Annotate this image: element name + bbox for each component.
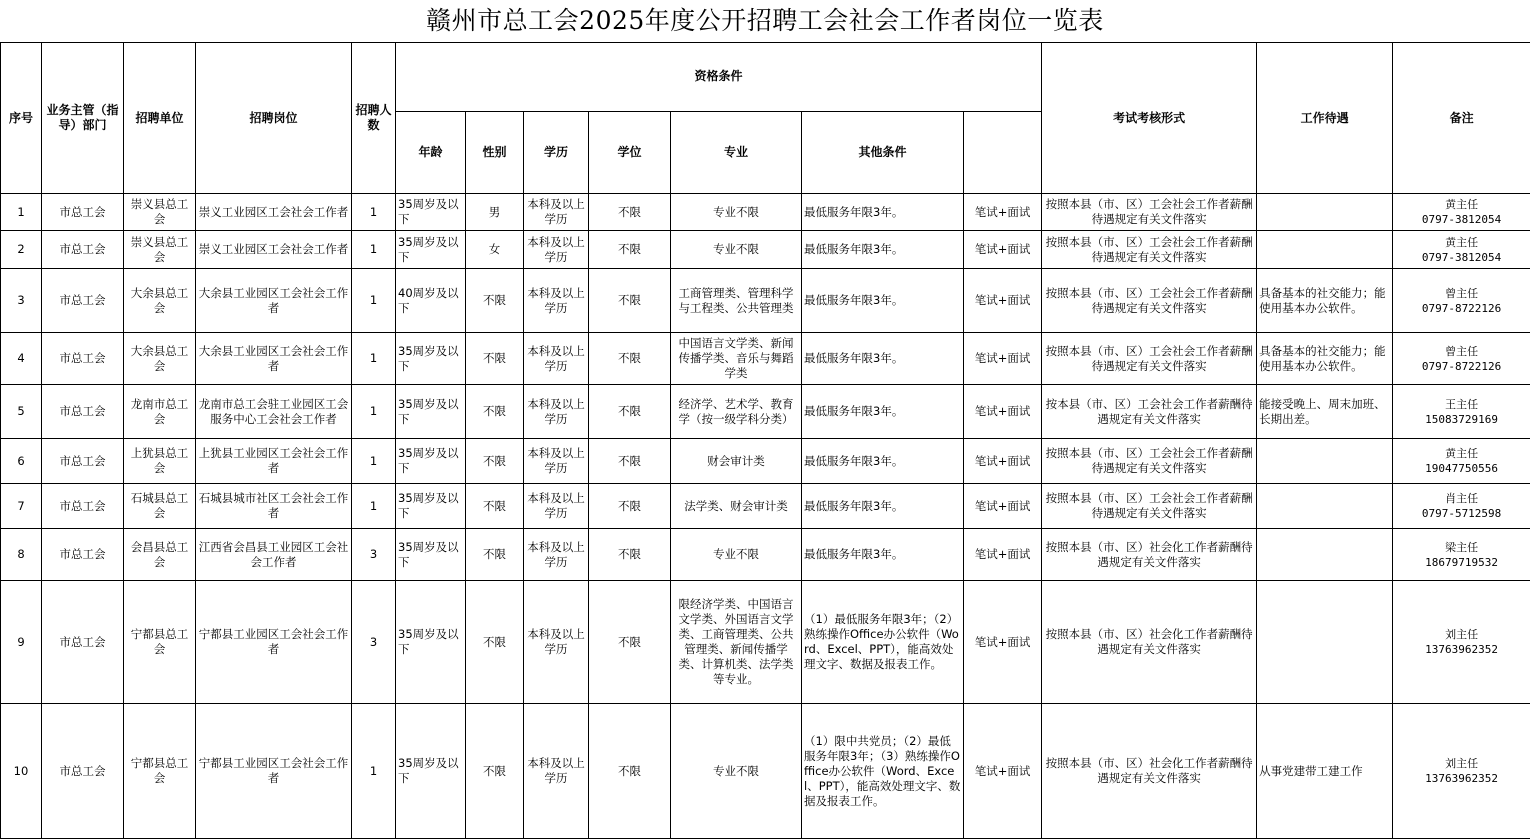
cell-seq: 3 — [1, 269, 42, 333]
cell-contact — [1393, 194, 1530, 231]
contact-phone: 0797-3812054 — [1395, 212, 1528, 227]
cell-note — [1257, 439, 1393, 484]
contact-name: 王主任 — [1395, 397, 1528, 412]
contact-name: 刘主任 — [1395, 756, 1528, 771]
contact-name: 刘主任 — [1395, 627, 1528, 642]
table-row — [1, 269, 1530, 333]
cell-gender: 不限 — [466, 333, 524, 385]
contact-name: 曾主任 — [1395, 286, 1528, 301]
cell-seq: 7 — [1, 484, 42, 529]
cell-pay: 按照本县（市、区）工会社会工作者薪酬待遇规定有关文件落实 — [1042, 269, 1257, 333]
cell-unit: 会昌县总工会 — [124, 529, 196, 581]
cell-exam: 笔试+面试 — [964, 439, 1042, 484]
cell-gender: 不限 — [466, 484, 524, 529]
cell-gender: 不限 — [466, 529, 524, 581]
cell-pay: 按本县（市、区）工会社会工作者薪酬待遇规定有关文件落实 — [1042, 385, 1257, 439]
cell-gender: 不限 — [466, 581, 524, 704]
cell-major: 法学类、财会审计类 — [671, 484, 802, 529]
table-row — [1, 333, 1530, 385]
cell-other: 最低服务年限3年。 — [802, 529, 964, 581]
page-title: 赣州市总工会2025年度公开招聘工会社会工作者岗位一览表 — [0, 0, 1530, 42]
cell-edu: 本科及以上学历 — [524, 333, 589, 385]
table-row — [1, 704, 1530, 839]
cell-pay: 按照本县（市、区）社会化工作者薪酬待遇规定有关文件落实 — [1042, 581, 1257, 704]
contact-name: 黄主任 — [1395, 446, 1528, 461]
cell-major: 中国语言文学类、新闻传播学类、音乐与舞蹈学类 — [671, 333, 802, 385]
cell-major: 专业不限 — [671, 704, 802, 839]
cell-degree: 不限 — [589, 269, 671, 333]
cell-count: 1 — [352, 194, 396, 231]
contact-name: 黄主任 — [1395, 197, 1528, 212]
cell-exam: 笔试+面试 — [964, 704, 1042, 839]
cell-degree: 不限 — [589, 581, 671, 704]
header-note: 备注 — [1393, 43, 1530, 194]
cell-dept: 市总工会 — [42, 333, 124, 385]
cell-count: 1 — [352, 269, 396, 333]
cell-gender: 不限 — [466, 439, 524, 484]
cell-seq: 5 — [1, 385, 42, 439]
cell-post: 大余县工业园区工会社会工作者 — [196, 333, 352, 385]
contact-phone: 0797-8722126 — [1395, 301, 1528, 316]
header-edu: 学历 — [524, 111, 589, 193]
header-exam: 考试考核形式 — [1042, 43, 1257, 194]
cell-post: 大余县工业园区工会社会工作者 — [196, 269, 352, 333]
contact-phone: 0797-3812054 — [1395, 250, 1528, 265]
cell-degree: 不限 — [589, 439, 671, 484]
cell-note: 具备基本的社交能力；能使用基本办公软件。 — [1257, 269, 1393, 333]
cell-dept: 市总工会 — [42, 439, 124, 484]
cell-post: 江西省会昌县工业园区工会社会工作者 — [196, 529, 352, 581]
cell-major: 工商管理类、管理科学与工程类、公共管理类 — [671, 269, 802, 333]
cell-major: 专业不限 — [671, 529, 802, 581]
contact-phone: 13763962352 — [1395, 642, 1528, 657]
cell-unit: 宁都县总工会 — [124, 581, 196, 704]
cell-contact — [1393, 581, 1530, 704]
cell-degree: 不限 — [589, 704, 671, 839]
cell-edu: 本科及以上学历 — [524, 581, 589, 704]
header-age: 年龄 — [396, 111, 466, 193]
contact-name: 黄主任 — [1395, 235, 1528, 250]
cell-age: 35周岁及以下 — [396, 529, 466, 581]
cell-major: 专业不限 — [671, 231, 802, 269]
header-seq: 序号 — [1, 43, 42, 194]
table-row — [1, 439, 1530, 484]
cell-exam: 笔试+面试 — [964, 269, 1042, 333]
cell-dept: 市总工会 — [42, 194, 124, 231]
cell-edu: 本科及以上学历 — [524, 385, 589, 439]
cell-degree: 不限 — [589, 194, 671, 231]
cell-other: 最低服务年限3年。 — [802, 333, 964, 385]
contact-phone: 0797-8722126 — [1395, 359, 1528, 374]
cell-degree: 不限 — [589, 484, 671, 529]
cell-major: 财会审计类 — [671, 439, 802, 484]
cell-other: 最低服务年限3年。 — [802, 269, 964, 333]
table-row — [1, 385, 1530, 439]
cell-unit: 宁都县总工会 — [124, 704, 196, 839]
header-dept: 业务主管（指导）部门 — [42, 43, 124, 194]
cell-pay: 按照本县（市、区）工会社会工作者薪酬待遇规定有关文件落实 — [1042, 231, 1257, 269]
cell-age: 35周岁及以下 — [396, 385, 466, 439]
cell-exam: 笔试+面试 — [964, 231, 1042, 269]
contact-phone: 13763962352 — [1395, 771, 1528, 786]
cell-pay: 按照本县（市、区）工会社会工作者薪酬待遇规定有关文件落实 — [1042, 333, 1257, 385]
cell-dept: 市总工会 — [42, 484, 124, 529]
contact-phone: 15083729169 — [1395, 412, 1528, 427]
cell-exam: 笔试+面试 — [964, 581, 1042, 704]
contact-phone: 19047750556 — [1395, 461, 1528, 476]
cell-contact — [1393, 385, 1530, 439]
cell-post: 龙南市总工会驻工业园区工会服务中心工会社会工作者 — [196, 385, 352, 439]
contact-phone: 0797-5712598 — [1395, 506, 1528, 521]
cell-exam: 笔试+面试 — [964, 333, 1042, 385]
cell-exam: 笔试+面试 — [964, 194, 1042, 231]
cell-seq: 8 — [1, 529, 42, 581]
cell-unit: 石城县总工会 — [124, 484, 196, 529]
cell-contact — [1393, 333, 1530, 385]
cell-other: 最低服务年限3年。 — [802, 385, 964, 439]
cell-exam: 笔试+面试 — [964, 484, 1042, 529]
cell-pay: 按照本县（市、区）工会社会工作者薪酬待遇规定有关文件落实 — [1042, 484, 1257, 529]
table-row — [1, 484, 1530, 529]
cell-post: 上犹县工业园区工会社会工作者 — [196, 439, 352, 484]
cell-exam: 笔试+面试 — [964, 529, 1042, 581]
table-row — [1, 581, 1530, 704]
cell-seq: 6 — [1, 439, 42, 484]
contact-name: 肖主任 — [1395, 491, 1528, 506]
cell-post: 崇义工业园区工会社会工作者 — [196, 194, 352, 231]
cell-contact — [1393, 529, 1530, 581]
cell-count: 1 — [352, 385, 396, 439]
cell-seq: 10 — [1, 704, 42, 839]
cell-gender: 不限 — [466, 385, 524, 439]
cell-note — [1257, 529, 1393, 581]
cell-age: 40周岁及以下 — [396, 269, 466, 333]
cell-seq: 1 — [1, 194, 42, 231]
cell-post: 石城县城市社区工会社会工作者 — [196, 484, 352, 529]
cell-unit: 崇义县总工会 — [124, 231, 196, 269]
cell-degree: 不限 — [589, 231, 671, 269]
cell-gender: 女 — [466, 231, 524, 269]
cell-unit: 大余县总工会 — [124, 269, 196, 333]
cell-count: 1 — [352, 231, 396, 269]
cell-edu: 本科及以上学历 — [524, 231, 589, 269]
table-row — [1, 194, 1530, 231]
cell-note — [1257, 581, 1393, 704]
table-row — [1, 529, 1530, 581]
job-table — [0, 42, 1530, 839]
cell-note: 能接受晚上、周末加班、长期出差。 — [1257, 385, 1393, 439]
header-major: 专业 — [671, 111, 802, 193]
cell-dept: 市总工会 — [42, 581, 124, 704]
cell-count: 1 — [352, 704, 396, 839]
cell-note — [1257, 484, 1393, 529]
cell-edu: 本科及以上学历 — [524, 704, 589, 839]
cell-pay: 按照本县（市、区）社会化工作者薪酬待遇规定有关文件落实 — [1042, 529, 1257, 581]
cell-gender: 不限 — [466, 704, 524, 839]
cell-other: （1）限中共党员；（2）最低服务年限3年；（3）熟练操作Office办公软件（Word、Excel、PPT），能高效处理文字、数据及报表工作。 — [802, 704, 964, 839]
cell-age: 35周岁及以下 — [396, 484, 466, 529]
cell-edu: 本科及以上学历 — [524, 529, 589, 581]
cell-note — [1257, 231, 1393, 269]
cell-dept: 市总工会 — [42, 704, 124, 839]
cell-edu: 本科及以上学历 — [524, 194, 589, 231]
cell-seq: 4 — [1, 333, 42, 385]
cell-dept: 市总工会 — [42, 385, 124, 439]
header-count: 招聘人数 — [352, 43, 396, 194]
cell-count: 1 — [352, 439, 396, 484]
cell-pay: 按照本县（市、区）工会社会工作者薪酬待遇规定有关文件落实 — [1042, 439, 1257, 484]
cell-dept: 市总工会 — [42, 529, 124, 581]
cell-degree: 不限 — [589, 385, 671, 439]
cell-contact — [1393, 269, 1530, 333]
header-degree: 学位 — [589, 111, 671, 193]
table-row — [1, 231, 1530, 269]
cell-other: 最低服务年限3年。 — [802, 231, 964, 269]
cell-other: 最低服务年限3年。 — [802, 484, 964, 529]
cell-edu: 本科及以上学历 — [524, 439, 589, 484]
cell-note: 从事党建带工建工作 — [1257, 704, 1393, 839]
cell-post: 宁都县工业园区工会社会工作者 — [196, 704, 352, 839]
contact-name: 曾主任 — [1395, 344, 1528, 359]
cell-major: 限经济学类、中国语言文学类、外国语言文学类、工商管理类、公共管理类、新闻传播学类、计算机类、法学类等专业。 — [671, 581, 802, 704]
cell-dept: 市总工会 — [42, 231, 124, 269]
header-other: 其他条件 — [802, 111, 964, 193]
cell-count: 1 — [352, 333, 396, 385]
cell-other: 最低服务年限3年。 — [802, 439, 964, 484]
cell-pay: 按照本县（市、区）工会社会工作者薪酬待遇规定有关文件落实 — [1042, 194, 1257, 231]
cell-unit: 龙南市总工会 — [124, 385, 196, 439]
cell-age: 35周岁及以下 — [396, 333, 466, 385]
cell-note: 具备基本的社交能力；能使用基本办公软件。 — [1257, 333, 1393, 385]
cell-major: 专业不限 — [671, 194, 802, 231]
contact-phone: 18679719532 — [1395, 555, 1528, 570]
header-unit: 招聘单位 — [124, 43, 196, 194]
cell-edu: 本科及以上学历 — [524, 269, 589, 333]
cell-degree: 不限 — [589, 529, 671, 581]
cell-post: 宁都县工业园区工会社会工作者 — [196, 581, 352, 704]
cell-contact — [1393, 484, 1530, 529]
cell-major: 经济学、艺术学、教育学（按一级学科分类） — [671, 385, 802, 439]
cell-contact — [1393, 704, 1530, 839]
cell-exam: 笔试+面试 — [964, 385, 1042, 439]
cell-unit: 崇义县总工会 — [124, 194, 196, 231]
cell-count: 3 — [352, 529, 396, 581]
contact-name: 梁主任 — [1395, 540, 1528, 555]
cell-unit: 上犹县总工会 — [124, 439, 196, 484]
cell-edu: 本科及以上学历 — [524, 484, 589, 529]
cell-contact — [1393, 439, 1530, 484]
cell-pay: 按照本县（市、区）社会化工作者薪酬待遇规定有关文件落实 — [1042, 704, 1257, 839]
header-post: 招聘岗位 — [196, 43, 352, 194]
cell-note — [1257, 194, 1393, 231]
cell-seq: 2 — [1, 231, 42, 269]
cell-gender: 男 — [466, 194, 524, 231]
cell-other: （1）最低服务年限3年；（2）熟练操作Office办公软件（Word、Excel、PPT），能高效处理文字、数据及报表工作。 — [802, 581, 964, 704]
cell-age: 35周岁及以下 — [396, 581, 466, 704]
cell-count: 3 — [352, 581, 396, 704]
cell-post: 崇义工业园区工会社会工作者 — [196, 231, 352, 269]
cell-age: 35周岁及以下 — [396, 439, 466, 484]
cell-dept: 市总工会 — [42, 269, 124, 333]
cell-gender: 不限 — [466, 269, 524, 333]
header-qualifications: 资格条件 — [396, 43, 1042, 112]
cell-count: 1 — [352, 484, 396, 529]
cell-unit: 大余县总工会 — [124, 333, 196, 385]
header-gender: 性别 — [466, 111, 524, 193]
cell-age: 35周岁及以下 — [396, 704, 466, 839]
cell-other: 最低服务年限3年。 — [802, 194, 964, 231]
cell-age: 35周岁及以下 — [396, 231, 466, 269]
cell-seq: 9 — [1, 581, 42, 704]
header-pay: 工作待遇 — [1257, 43, 1393, 194]
cell-age: 35周岁及以下 — [396, 194, 466, 231]
cell-degree: 不限 — [589, 333, 671, 385]
cell-contact — [1393, 231, 1530, 269]
